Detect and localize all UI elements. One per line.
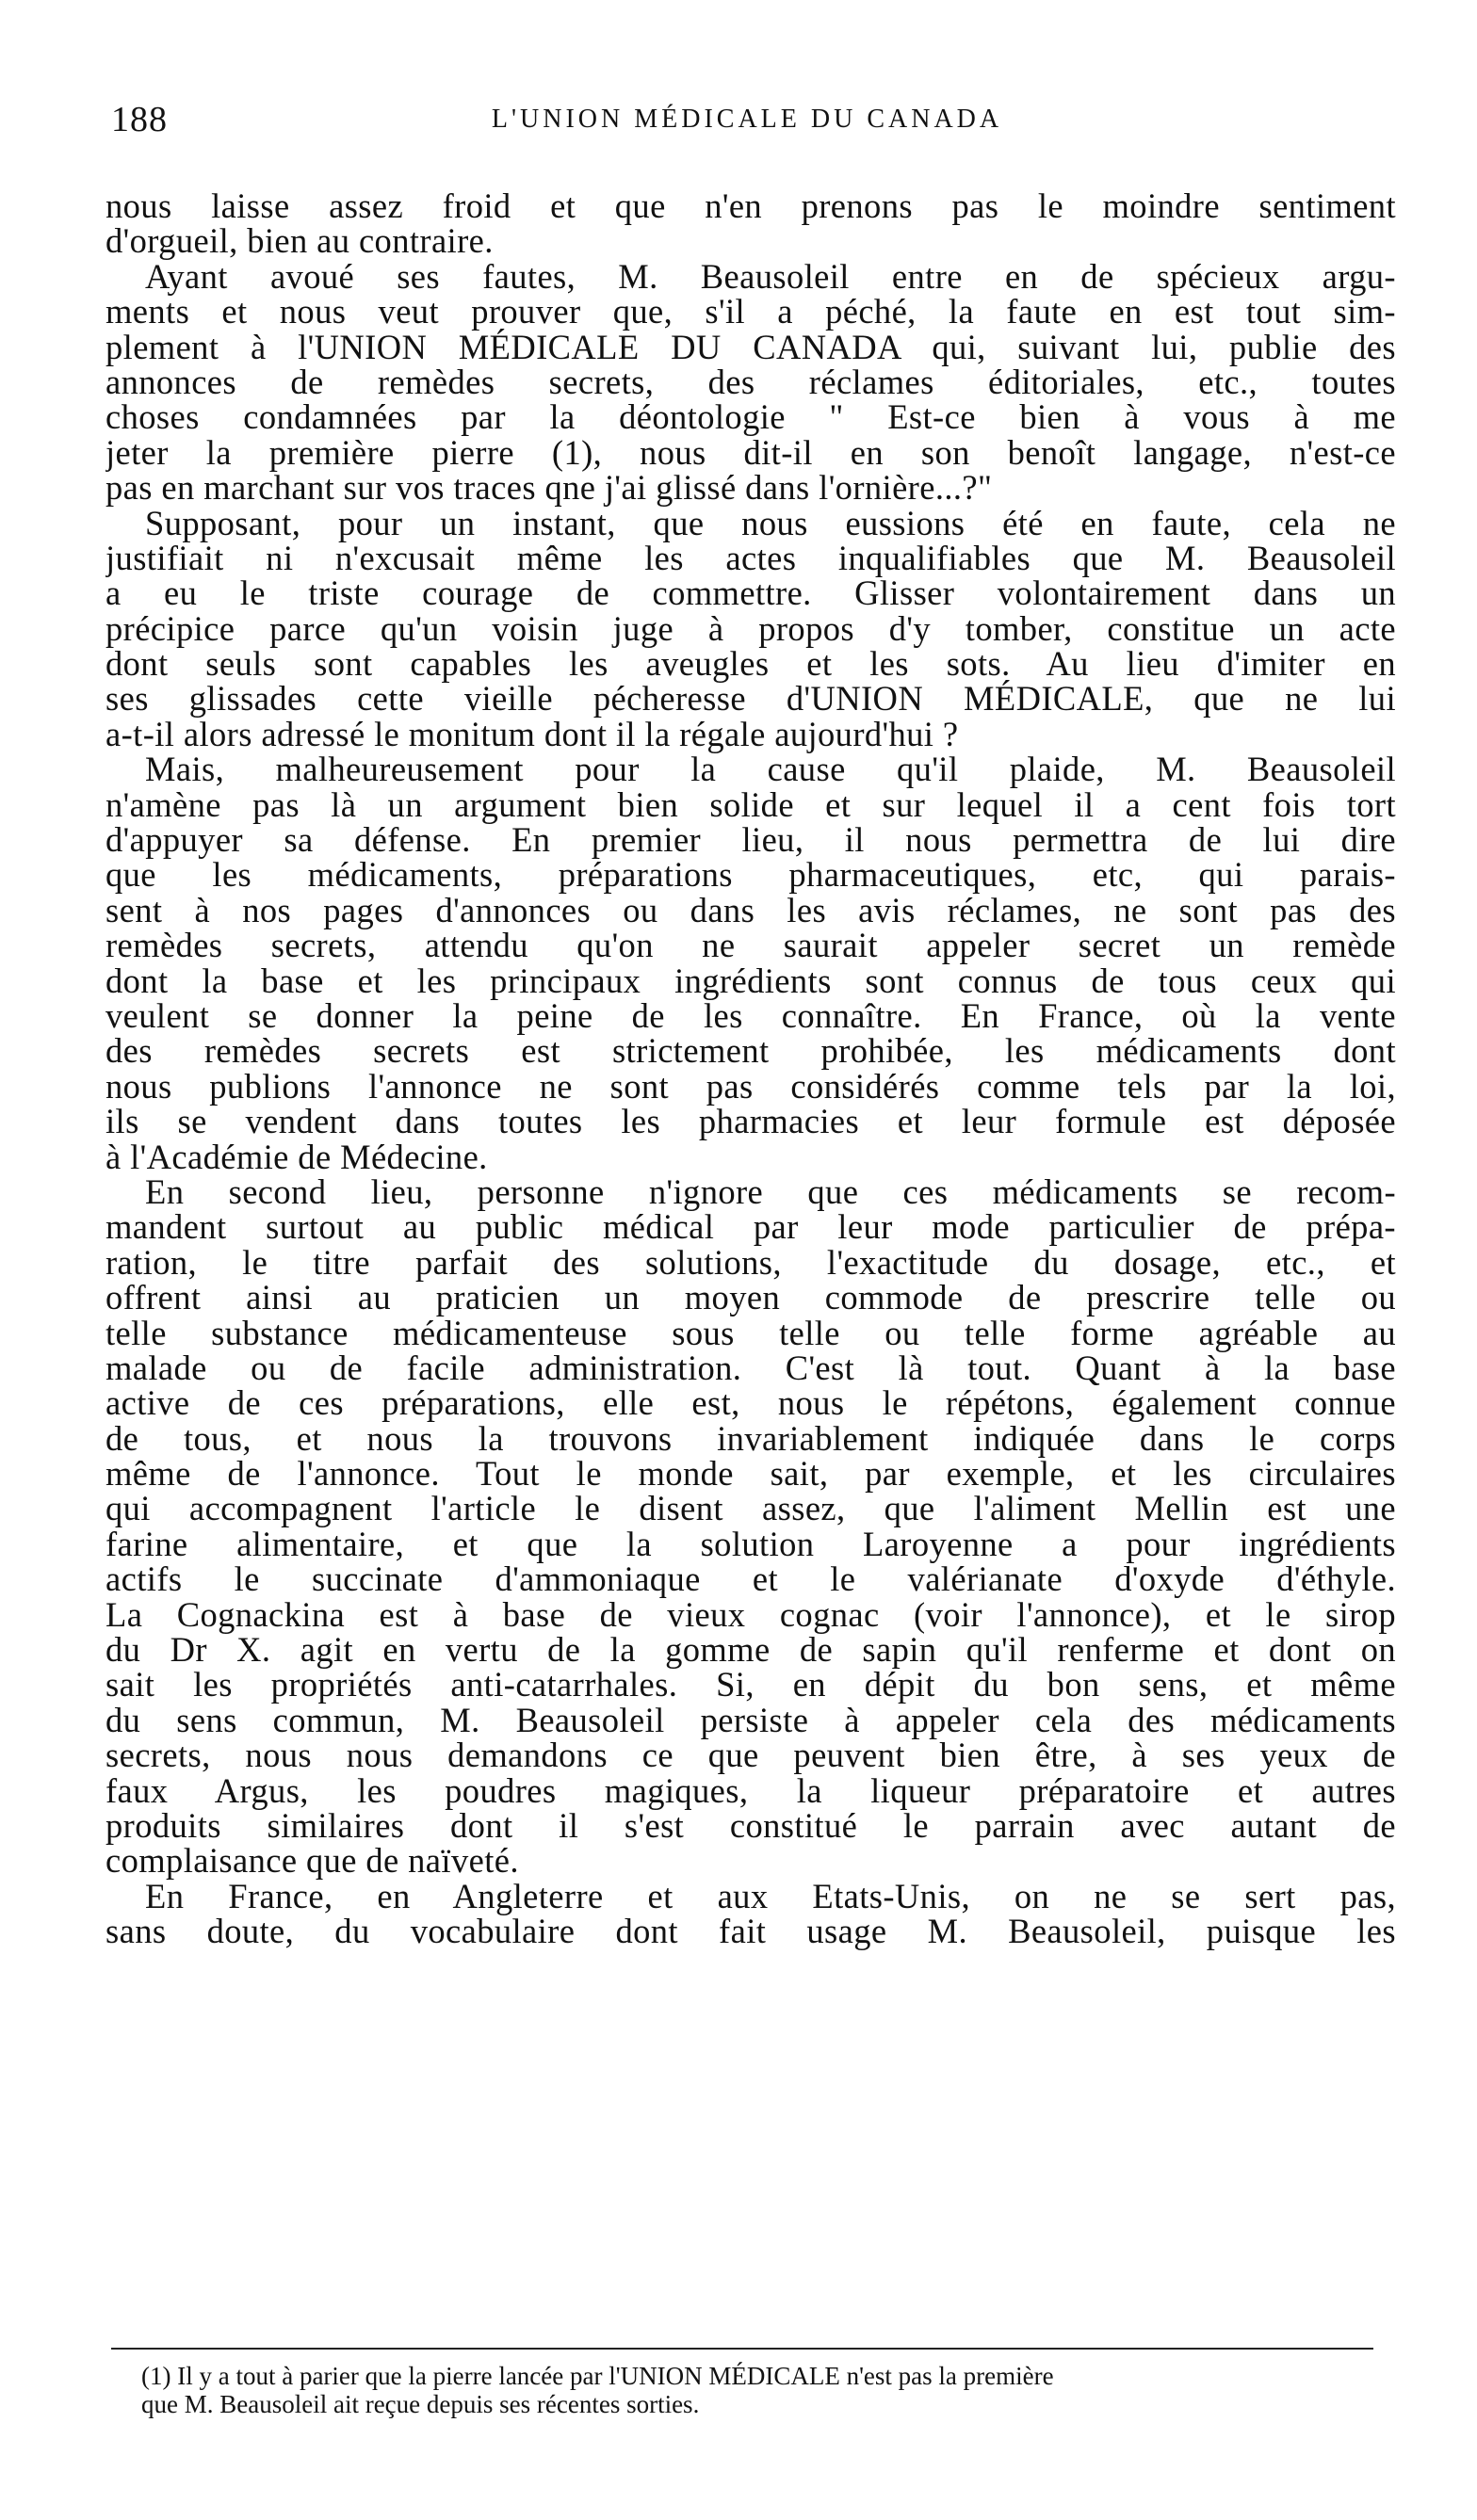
body-line: même de l'annonce. Tout le monde sait, par exemple, et les circulaires bbox=[106, 1454, 1396, 1494]
body-line: pas en marchant sur vos traces qne j'ai glissé dans l'ornière...?" bbox=[106, 468, 993, 508]
footnote-line: (1) Il y a tout à parier que la pierre lancée par l'UNION MÉDICALE n'est pas la première bbox=[141, 2362, 1054, 2390]
body-line: de tous, et nous la trouvons invariablement indiquée dans le corps bbox=[106, 1418, 1396, 1458]
footnote-line: que M. Beausoleil ait reçue depuis ses récentes sorties. bbox=[141, 2390, 700, 2418]
body-line: nous publions l'annonce ne sont pas considérés comme tels par la loi, bbox=[106, 1066, 1396, 1106]
body-line: des remèdes secrets est strictement prohibée, les médicaments dont bbox=[106, 1031, 1396, 1071]
running-title: L'UNION MÉDICALE DU CANADA bbox=[491, 105, 1003, 134]
body-line: du sens commun, M. Beausoleil persiste à appeler cela des médicaments bbox=[106, 1700, 1396, 1739]
body-line: produits similaires dont il s'est constitué le parrain avec autant de bbox=[106, 1805, 1396, 1845]
body-line: sans doute, du vocabulaire dont fait usage M. Beausoleil, puisque les bbox=[106, 1912, 1396, 1951]
page-number: 188 bbox=[111, 100, 168, 139]
body-line: que les médicaments, préparations pharmaceutiques, etc, qui parais- bbox=[106, 855, 1396, 895]
body-line: La Cognackina est à base de vieux cognac (voir l'annonce), et le sirop bbox=[106, 1594, 1396, 1634]
body-line: complaisance que de naïveté. bbox=[106, 1841, 519, 1881]
body-line: ration, le titre parfait des solutions, l'exactitude du dosage, etc., et bbox=[106, 1242, 1396, 1282]
body-line: choses condamnées par la déontologie " Est-ce bien à vous à me bbox=[106, 397, 1396, 437]
body-line: telle substance médicamenteuse sous telle ou telle forme agréable au bbox=[106, 1313, 1396, 1352]
footnote bbox=[141, 2362, 1375, 2418]
body-line: En second lieu, personne n'ignore que ces médicaments se recom- bbox=[145, 1171, 1396, 1211]
body-line: sait les propriétés anti-catarrhales. Si, en dépit du bon sens, et même bbox=[106, 1665, 1396, 1704]
body-line: du Dr X. agit en vertu de la gomme de sapin qu'il renferme et dont on bbox=[106, 1630, 1396, 1670]
body-line: faux Argus, les poudres magiques, la liqueur préparatoire et autres bbox=[106, 1770, 1396, 1810]
footnote-divider bbox=[111, 2348, 1373, 2350]
body-line: justifiait ni n'excusait même les actes inqualifiables que M. Beausoleil bbox=[106, 538, 1396, 577]
body-line: Supposant, pour un instant, que nous eussions été en faute, cela ne bbox=[145, 503, 1396, 542]
body-line: d'orgueil, bien au contraire. bbox=[106, 221, 494, 261]
body-line: Mais, malheureusement pour la cause qu'il plaide, M. Beausoleil bbox=[145, 750, 1396, 789]
body-line: malade ou de facile administration. C'est là tout. Quant à la base bbox=[106, 1348, 1396, 1387]
body-line: remèdes secrets, attendu qu'on ne saurait appeler secret un remède bbox=[106, 926, 1396, 965]
body-line: ses glissades cette vieille pécheresse d'UNION MÉDICALE, que ne lui bbox=[106, 679, 1396, 719]
body-line: a-t-il alors adressé le monitum dont il la régale aujourd'hui ? bbox=[106, 714, 959, 753]
body-line: active de ces préparations, elle est, nous le répétons, également connue bbox=[106, 1383, 1396, 1423]
body-line: Ayant avoué ses fautes, M. Beausoleil entre en de spécieux argu- bbox=[145, 256, 1396, 296]
body-line: jeter la première pierre (1), nous dit-il en son benoît langage, n'est-ce bbox=[106, 432, 1396, 472]
body-line: qui accompagnent l'article le disent assez, que l'aliment Mellin est une bbox=[106, 1489, 1396, 1528]
body-line: annonces de remèdes secrets, des réclames éditoriales, etc., toutes bbox=[106, 362, 1396, 401]
body-line: ments et nous veut prouver que, s'il a péché, la faute en est tout sim- bbox=[106, 292, 1396, 331]
body-line: à l'Académie de Médecine. bbox=[106, 1137, 488, 1176]
article-body bbox=[106, 188, 1396, 2354]
body-line: nous laisse assez froid et que n'en prenons pas le moindre sentiment bbox=[106, 188, 1396, 225]
body-line: offrent ainsi au praticien un moyen commode de prescrire telle ou bbox=[106, 1278, 1396, 1317]
body-line: précipice parce qu'un voisin juge à propos d'y tomber, constitue un acte bbox=[106, 608, 1396, 648]
body-line: En France, en Angleterre et aux Etats-Unis, on ne se sert pas, bbox=[145, 1876, 1396, 1915]
body-line: veulent se donner la peine de les connaître. En France, où la vente bbox=[106, 995, 1396, 1035]
body-line: secrets, nous nous demandons ce que peuvent bien être, à ses yeux de bbox=[106, 1736, 1396, 1775]
body-line: n'amène pas là un argument bien solide et sur lequel il a cent fois tort bbox=[106, 784, 1396, 824]
body-line: d'appuyer sa défense. En premier lieu, il nous permettra de lui dire bbox=[106, 820, 1396, 860]
body-line: ils se vendent dans toutes les pharmacies et leur formule est déposée bbox=[106, 1102, 1396, 1141]
body-line: dont seuls sont capables les aveugles et les sots. Au lieu d'imiter en bbox=[106, 644, 1396, 684]
body-line: sent à nos pages d'annonces ou dans les avis réclames, ne sont pas des bbox=[106, 890, 1396, 929]
body-line: farine alimentaire, et que la solution Laroyenne a pour ingrédients bbox=[106, 1524, 1396, 1563]
body-line: mandent surtout au public médical par leur mode particulier de prépa- bbox=[106, 1207, 1396, 1247]
page-header bbox=[111, 99, 1383, 146]
body-line: plement à l'UNION MÉDICALE DU CANADA qui, suivant lui, publie des bbox=[106, 327, 1396, 366]
body-line: a eu le triste courage de commettre. Glisser volontairement dans un bbox=[106, 573, 1396, 613]
body-line: dont la base et les principaux ingrédients sont connus de tous ceux qui bbox=[106, 961, 1396, 1000]
body-line: actifs le succinate d'ammoniaque et le valérianate d'oxyde d'éthyle. bbox=[106, 1559, 1396, 1599]
